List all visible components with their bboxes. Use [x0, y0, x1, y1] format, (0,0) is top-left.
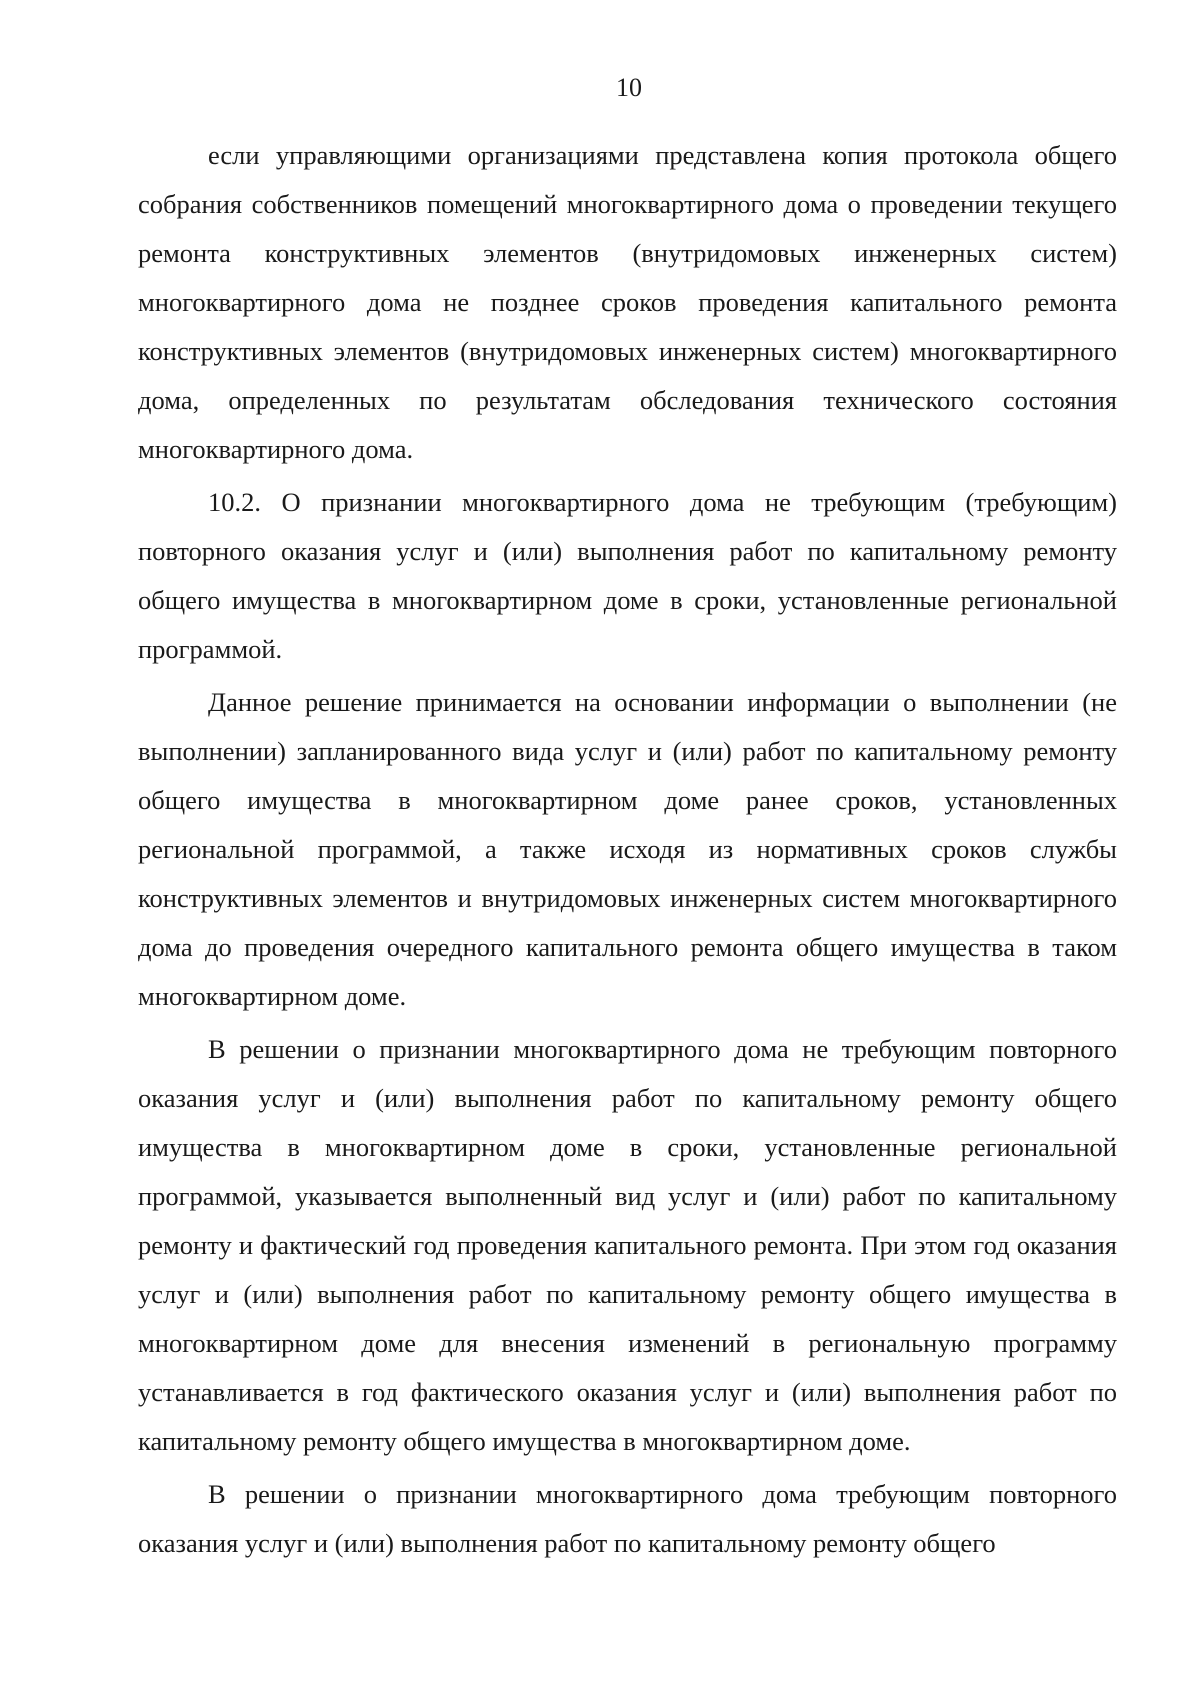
paragraph-requiring-decision: В решении о признании многоквартирного дома требующим повторного оказания услуг и (или) выполнения работ по капитальному ремонту общего	[138, 1479, 1117, 1558]
page-number: 10	[616, 73, 642, 102]
paragraph-protocol-condition: если управляющими организациями представлена копия протокола общего собрания собственников помещений многоквартирного дома о проведении текущего ремонта конструктивных элементов (внутридомовых инженерных систем) многоквартирного дома не позднее сроков проведения капитального ремонта конструктивных элементов (внутридомовых инженерных систем) многоквартирного дома, определенных по результатам обследования технического состояния многоквартирного дома.	[138, 140, 1117, 464]
paragraph-not-requiring-decision: В решении о признании многоквартирного дома не требующим повторного оказания услуг и (или) выполнения работ по капитальному ремонту общего имущества в многоквартирном доме в сроки, установленные региональной программой, указывается выполненный вид услуг и (или) работ по капитальному ремонту и фактический год проведения капитального ремонта. При этом год оказания услуг и (или) выполнения работ по капитальному ремонту общего имущества в многоквартирном доме для внесения изменений в региональную программу устанавливается в год фактического оказания услуг и (или) выполнения работ по капитальному ремонту общего имущества в многоквартирном доме.	[138, 1034, 1117, 1456]
document-body	[138, 131, 1117, 1568]
paragraph-section-10-2: 10.2. О признании многоквартирного дома не требующим (требующим) повторного оказания услуг и (или) выполнения работ по капитальному ремонту общего имущества в многоквартирном доме в сроки, установленные региональной программой.	[138, 487, 1117, 664]
paragraph-decision-basis: Данное решение принимается на основании информации о выполнении (не выполнении) запланированного вида услуг и (или) работ по капитальному ремонту общего имущества в многоквартирном доме ранее сроков, установленных региональной программой, а также исходя из нормативных сроков службы конструктивных элементов и внутридомовых инженерных систем многоквартирного дома до проведения очередного капитального ремонта общего имущества в таком многоквартирном доме.	[138, 687, 1117, 1011]
